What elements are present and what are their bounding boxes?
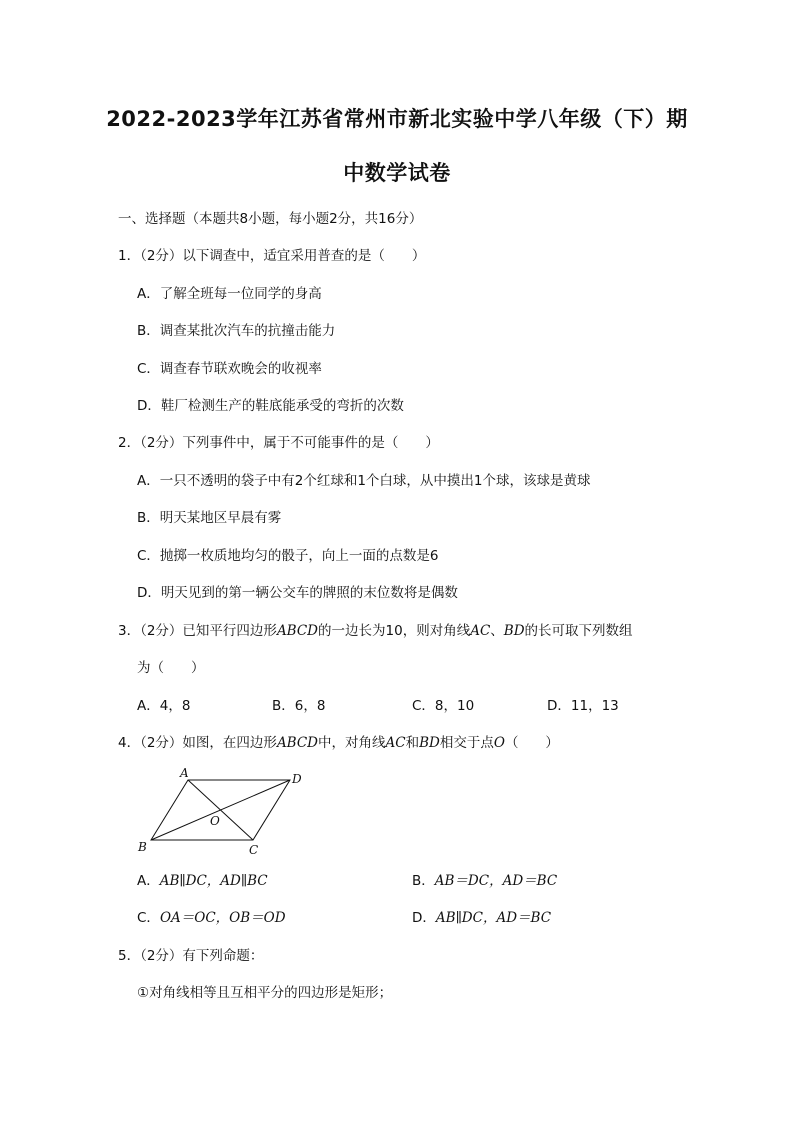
q4-stem-text-1: 4．（2分）如图，在四边形 <box>118 735 277 751</box>
q4-option-a-prefix: A． <box>137 873 160 889</box>
exam-title-line-2: 中数学试卷 <box>343 161 451 185</box>
question-5-item-1: ①对角线相等且互相平分的四边形是矩形； <box>137 985 393 1001</box>
question-3-stem-continued: 为（ ） <box>137 660 205 676</box>
q3-math-abcd: ABCD <box>276 623 319 639</box>
q3-stem-text-1: 3．（2分）已知平行四边形 <box>118 623 277 639</box>
question-4-option-b <box>412 869 557 889</box>
q4-option-d-math: AB∥DC，AD＝BC <box>435 910 552 926</box>
exam-title-line-1: 2022-2023学年江苏省常州市新北实验中学八年级（下）期 <box>106 107 688 131</box>
q4-stem-text-3: 和 <box>405 735 420 751</box>
q4-stem-text-5: （ ） <box>504 735 559 751</box>
question-2-option-d: D．明天见到的第一辆公交车的牌照的末位数将是偶数 <box>137 585 458 601</box>
vertex-label-d: D <box>292 772 302 786</box>
q4-math-abcd: ABCD <box>276 735 319 751</box>
q4-option-a-math: AB∥DC，AD∥BC <box>159 873 268 889</box>
q4-math-o: O <box>493 735 505 751</box>
q4-option-d-prefix: D． <box>412 910 436 926</box>
question-1-option-c: C．调查春节联欢晚会的收视率 <box>137 361 322 377</box>
q4-option-b-prefix: B． <box>412 873 435 889</box>
q3-stem-text-4: 的长可取下列数组 <box>524 623 633 639</box>
q4-option-c-prefix: C． <box>137 910 160 926</box>
intersection-label-o: O <box>210 814 220 828</box>
section-heading: 一、选择题（本题共8小题，每小题2分，共16分） <box>118 211 423 227</box>
vertex-label-c: C <box>249 843 259 857</box>
parallelogram-figure <box>130 762 320 862</box>
question-2-option-c: C．抛掷一枚质地均匀的骰子，向上一面的点数是6 <box>137 548 439 564</box>
question-1-option-b: B．调查某批次汽车的抗撞击能力 <box>137 323 336 339</box>
question-4-option-a <box>137 869 268 889</box>
question-2-option-b: B．明天某地区早晨有雾 <box>137 510 282 526</box>
question-5-stem: 5．（2分）有下列命题： <box>118 948 264 964</box>
q3-stem-text-2: 的一边长为10，则对角线 <box>318 623 471 639</box>
q4-stem-text-4: 相交于点 <box>439 735 494 751</box>
question-4-option-c <box>137 906 286 926</box>
vertex-label-b: B <box>138 840 147 854</box>
question-1-stem: 1．（2分）以下调查中，适宜采用普查的是（ ） <box>118 248 426 264</box>
question-2-stem: 2．（2分）下列事件中，属于不可能事件的是（ ） <box>118 435 439 451</box>
q3-math-ac: AC <box>470 623 491 639</box>
question-3-option-c: C．8，10 <box>412 698 475 714</box>
vertex-label-a: A <box>180 766 189 780</box>
q4-math-ac: AC <box>385 735 406 751</box>
q4-math-bd: BD <box>419 735 440 751</box>
q4-stem-text-2: 中，对角线 <box>318 735 386 751</box>
q3-math-bd: BD <box>503 623 525 639</box>
question-1-option-d: D．鞋厂检测生产的鞋底能承受的弯折的次数 <box>137 398 404 414</box>
question-2-option-a: A．一只不透明的袋子中有2个红球和1个白球，从中摸出1个球，该球是黄球 <box>137 473 591 489</box>
question-4-option-d <box>412 906 551 926</box>
question-3-stem <box>118 619 633 639</box>
diagonal-bd <box>151 780 290 840</box>
question-3-option-a: A．4，8 <box>137 698 191 714</box>
question-3-option-b: B．6，8 <box>272 698 326 714</box>
q4-option-c-math: OA＝OC，OB＝OD <box>159 910 286 926</box>
question-3-option-d: D．11，13 <box>547 698 619 714</box>
question-1-option-a: A．了解全班每一位同学的身高 <box>137 286 322 302</box>
q3-stem-text-3: 、 <box>490 623 504 639</box>
q4-option-b-math: AB＝DC，AD＝BC <box>434 873 558 889</box>
question-4-stem <box>118 731 559 751</box>
